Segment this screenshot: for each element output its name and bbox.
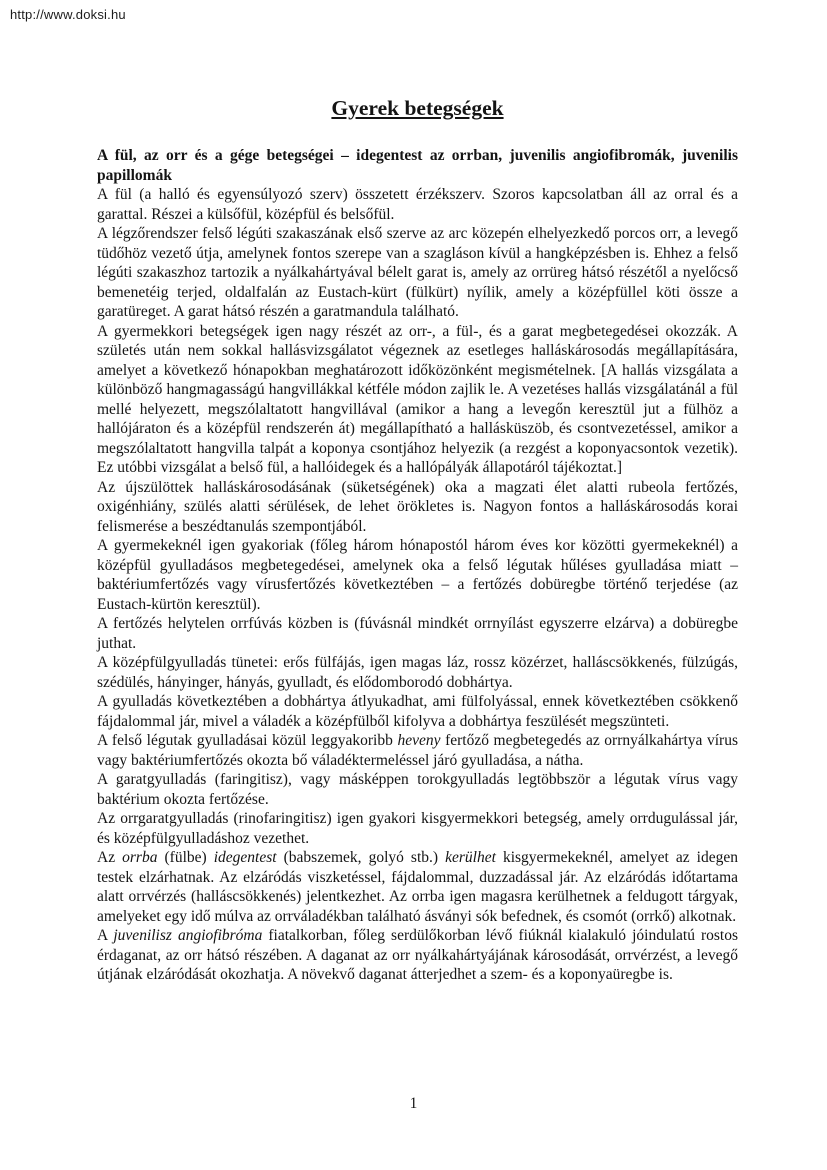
text-run: fertőző megbetegedés az orrnyálkahártya vírus vagy baktériumfertőzés okozta bő váladéktermeléssel járó gyulladása, a nátha. (97, 732, 738, 769)
text-run-italic: orrba (122, 849, 158, 866)
text-run: A (97, 927, 114, 944)
paragraph (97, 848, 738, 926)
paragraph (97, 536, 738, 614)
text-run: A gyermekeknél igen gyakoriak (főleg három hónapostól három éves kor közötti gyermekeknél) a középfül gyulladásos megbetegedései, amelynek oka a felső légutak hűléses gyulladása miatt – baktériumfertőzés vagy vírusfertőzés következtében – a fertőzés dobüregbe történő terjedése (az Eustach-kürtön keresztül). (97, 537, 738, 613)
paragraph (97, 322, 738, 478)
paragraph (97, 926, 738, 985)
text-run: kisgyermekeknél, amelyet az idegen testek elzárhatnak. Az elzáródás viszketéssel, fájdalommal, duzzadással jár. Az elzáródás időtartama alatt orrvérzés (halláscsökkenés) jelentkezhet. Az orrba igen magasra kerülhetnek a feldugott tárgyak, amelyeket egy idő múlva az orrváladékban található ásványi sók befednek, és csomót (orrkő) alkotnak. (97, 849, 739, 925)
page-title: Gyerek betegségek (331, 96, 504, 120)
text-run: A gyulladás következtében a dobhártya átlyukadhat, ami fülfolyással, ennek következtében csökkenő fájdalommal jár, mivel a váladék a középfülből kifolyva a dobhártya feszülését megszünteti. (97, 693, 738, 730)
page-number: 1 (409, 1095, 418, 1112)
text-run-italic: idegentest (213, 849, 277, 866)
text-run: A légzőrendszer felső légúti szakaszának első szerve az arc közepén elhelyezkedő porcos orr, a levegő tüdőhöz vezető útja, amelynek fontos szerepe van a szagláson kívül a hangképzésben is. Ehhez a felső légúti szakaszhoz tartozik a nyálkahártyával bélelt garat is, amely az orrüreg hátsó részétől a nyelőcső bemenetéig terjed, oldalfalán az Eustach-kürt (fülkürt) nyílik, amely a középfüllel köti össze a garatüreget. A garat hátsó részén a garatmandula található. (97, 225, 738, 320)
text-run: A középfülgyulladás tünetei: erős fülfájás, igen magas láz, rossz közérzet, halláscsökkenés, fülzúgás, szédülés, hányinger, hányás, gyulladt, és elődomborodó dobhártya. (97, 654, 738, 691)
text-run: fiatalkorban, főleg serdülőkorban lévő fiúknál kialakuló jóindulatú rostos érdaganat, az orr hátsó részében. A daganat az orr nyálkahártyájának károsodását, orrvérzést, a levegő útjának elzáródását okozhatja. A növekvő daganat átterjedhet a szem- és a koponyaüregbe is. (97, 927, 739, 983)
text-run: Az (97, 849, 123, 866)
paragraph (97, 185, 738, 224)
text-run-italic: heveny (397, 732, 441, 749)
text-run: A fül (a halló és egyensúlyozó szerv) összetett érzékszerv. Szoros kapcsolatban áll az orral és a garattal. Részei a külsőfül, középfül és belsőfül. (97, 186, 738, 223)
paragraph (97, 809, 738, 848)
paragraph (97, 770, 738, 809)
text-run: (babszemek, golyó stb.) (276, 849, 446, 866)
document-body (97, 146, 738, 985)
text-run: Az orrgaratgyulladás (rinofaringitisz) igen gyakori kisgyermekkori betegség, amely orrdugulással jár, és középfülgyulladáshoz vezethet. (97, 810, 738, 847)
text-run: Az újszülöttek halláskárosodásának (süketségének) oka a magzati élet alatti rubeola fertőzés, oxigénhiány, szülés alatti sérülések, de lehet örökletes is. Nagyon fontos a halláskárosodás korai felismerése a beszédtanulás szempontjából. (97, 478, 738, 535)
text-run: A fül, az orr és a gége betegségei – idegentest az orrban, juvenilis angiofibromák, juvenilis papillomák (97, 147, 738, 184)
text-run: (fülbe) (157, 849, 214, 866)
text-run: A felső légutak gyulladásai közül leggyakoribb (97, 732, 398, 749)
paragraph (97, 224, 738, 322)
paragraph (97, 478, 738, 537)
text-run-italic: kerülhet (445, 849, 496, 866)
document-page (97, 96, 738, 985)
section-heading (97, 146, 738, 185)
text-run: A gyermekkori betegségek igen nagy részét az orr-, a fül-, és a garat megbetegedései okozzák. A születés után nem sokkal hallásvizsgálatot végeznek az esetleges halláskárosodás megállapítására, amelyet a következő hónapokban meghatározott időközönként megismételnek. [A hallás vizsgálata a különböző hangmagasságú hangvillákkal kétféle módon zajlik le. A vezetéses hallás vizsgálatánál a fül mellé helyezett, megszólaltatott hangvillával (amikor a hang a levegőn keresztül jut a fülhöz a hallójáraton és a középfül rendszerén át) megállapítható a hallásküszöb, és csontvezetéssel, amikor a megszólaltatott hangvilla talpát a koponya csontjához helyezik (a rezgést a koponyacsontok vezetik). Ez utóbbi vizsgálat a belső fül, a hallóidegek és a hallópályák állapotáról tájékoztat.] (97, 322, 738, 476)
text-run: A fertőzés helytelen orrfúvás közben is (fúvásnál mindkét orrnyílást egyszerre elzárva) a dobüregbe juthat. (97, 615, 738, 652)
source-url: http://www.doksi.hu (10, 7, 126, 22)
paragraph (97, 692, 738, 731)
text-run: A garatgyulladás (faringitisz), vagy másképpen torokgyulladás legtöbbször a légutak vírus vagy baktérium okozta fertőzése. (97, 771, 738, 808)
paragraph (97, 614, 738, 653)
paragraph (97, 653, 738, 692)
paragraph (97, 731, 738, 770)
text-run-italic: juvenilisz angiofibróma (113, 927, 263, 944)
